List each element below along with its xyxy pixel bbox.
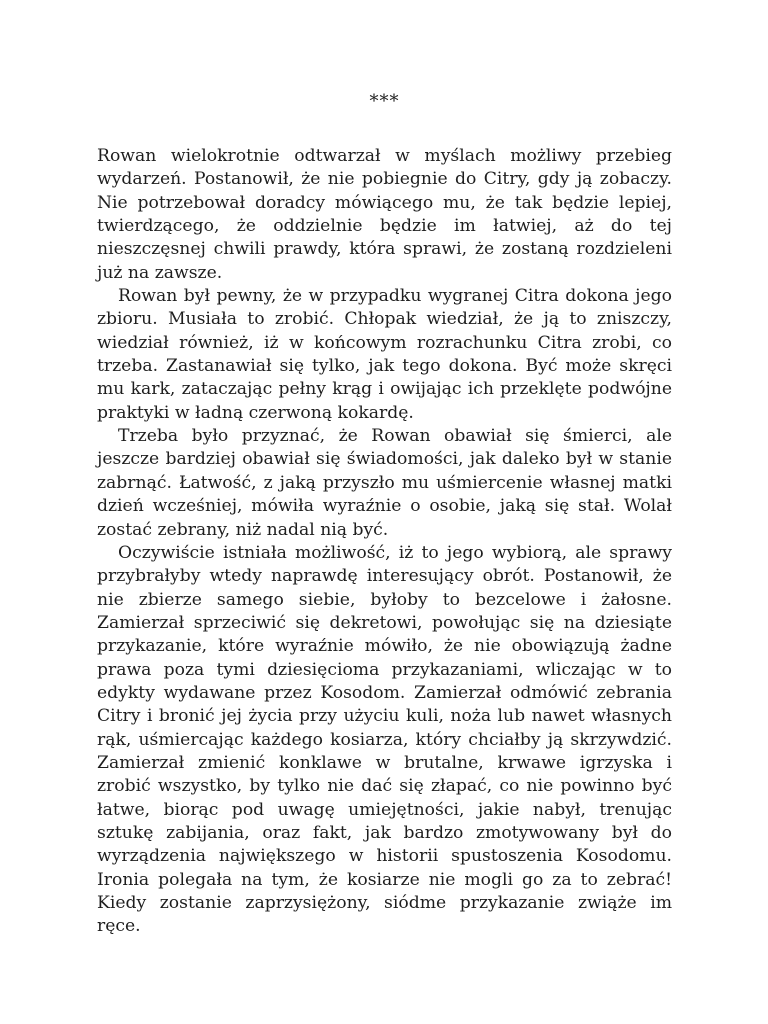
paragraph-4: Oczywiście istniała możliwość, iż to jego wybiorą, ale sprawy przybrałyby wtedy naprawdę interesujący obrót. Postanowił, że nie zbierze samego siebie, byłoby to bezcelowe i żałosne. Zamierzał sprzeciwić się dekretowi, powołując się na dziesiąte przykazanie, które wyraźnie mówiło, że nie obowiązują żadne prawa poza tymi dziesięcioma przykazaniami, wliczając w to edykty wydawane przez Kosodom. Zamierzał odmówić zebrania Citry i bronić jej życia przy użyciu kuli, noża lub nawet własnych rąk, uśmiercając każdego kosiarza, który chciałby ją skrzywdzić. Zamierzał zmienić konklawe w brutalne, krwawe igrzyska i zrobić wszystko, by tylko nie dać się złapać, co nie powinno być łatwe, biorąc pod uwagę umiejętności, jakie nabył, trenując sztukę zabijania, oraz fakt, jak bardzo zmotywowany był do wyrządzenia największego w historii spustoszenia Kosodomu. Ironia polegała na tym, że kosiarze nie mogli go za to zebrać! Kiedy zostanie zaprzysiężony, siódme przykazanie zwiąże im ręce. <box>97 542 672 937</box>
section-separator: *** <box>369 91 400 112</box>
body-text <box>97 145 672 939</box>
paragraph-2: Rowan był pewny, że w przypadku wygranej Citra dokona jego zbioru. Musiała to zrobić. Chłopak wiedział, że ją to zniszczy, wiedział również, iż w końcowym rozrachunku Citra zrobi, co trzeba. Zastanawiał się tylko, jak tego dokona. Być może skręci mu kark, zataczając pełny krąg i owijając ich przeklęte podwójne praktyki w ładną czerwoną kokardę. <box>97 286 672 423</box>
paragraph-1: Rowan wielokrotnie odtwarzał w myślach możliwy przebieg wydarzeń. Postanowił, że nie pobiegnie do Citry, gdy ją zobaczy. Nie potrzebował doradcy mówiącego mu, że tak będzie lepiej, twierdzącego, że oddzielnie będzie im łatwiej, aż do tej nieszczęsnej chwili prawdy, która sprawi, że zostaną rozdzieleni już na zawsze. <box>97 146 672 283</box>
paragraph-3: Trzeba było przyznać, że Rowan obawiał się śmierci, ale jeszcze bardziej obawiał się świadomości, jak daleko był w stanie zabrnąć. Łatwość, z jaką przyszło mu uśmiercenie własnej matki dzień wcześniej, mówiła wyraźnie o osobie, jaką się stał. Wolał zostać zebrany, niż nadal nią być. <box>97 426 672 540</box>
